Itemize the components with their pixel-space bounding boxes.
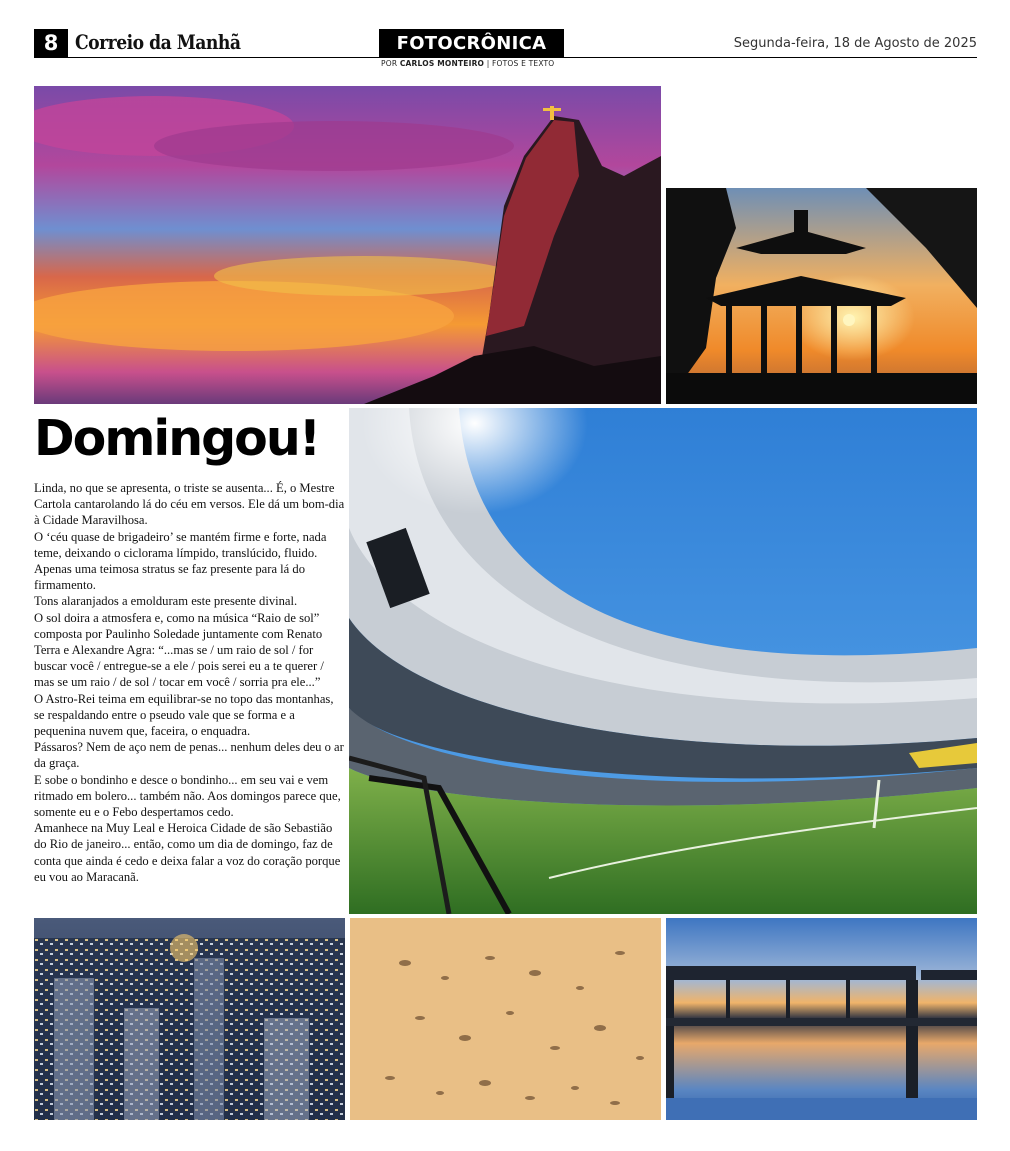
article-paragraph: O sol doira a atmosfera e, como na música “Raio de sol” composta por Paulinho Soledade juntamente com Renato Terra e Alexandre Agra: “...mas se / um raio de sol / for buscar você / entregue-se a ele / pois serei eu a te querer / mas se um raio / de sol / tocar em você / sorria pra ele...” (34, 610, 324, 690)
byline-author: CARLOS MONTEIRO (399, 59, 485, 68)
article-paragraph: Tons alaranjados a emolduram este presente divinal. (34, 594, 298, 609)
bay-boats-aerial-photo (350, 918, 661, 1120)
newspaper-name: Correio da Manhã (75, 30, 241, 54)
headline: Domingou! (34, 410, 320, 467)
article-paragraph: E sobe o bondinho e desce o bondinho... em seu vai e vem ritmado em bolero... também não. Aos domingos parece que, somente eu e o Febo despertamos cedo. (34, 772, 341, 820)
gazebo-sunset-photo (666, 188, 977, 404)
christ-redeemer-sunrise-photo (34, 86, 661, 404)
article-paragraph: Amanhece na Muy Leal e Heroica Cidade de são Sebastião do Rio de janeiro... então, como um dia de domingo, faz de conta que ainda é cedo e deixa falar a voz do coração porque eu vou ao Maracanã. (34, 821, 341, 884)
header-rule (34, 57, 977, 58)
article-paragraph: Pássaros? Nem de aço nem de penas... nenhum deles deu o ar da graça. (34, 740, 344, 771)
page-number: 8 (34, 29, 68, 57)
byline-suffix: | FOTOS E TEXTO (486, 59, 555, 68)
issue-date: Segunda-feira, 18 de Agosto de 2025 (733, 36, 977, 51)
city-night-lights-photo (34, 918, 345, 1120)
byline (381, 59, 554, 68)
maracana-stadium-photo (349, 408, 977, 914)
article-paragraph: O ‘céu quase de brigadeiro’ se mantém firme e forte, nada teme, deixando o ciclorama límpido, translúcido, fluido. Apenas uma teimosa stratus se faz presente para lá do firmamento. (34, 529, 327, 593)
article-body (34, 480, 345, 885)
byline-prefix: POR (381, 59, 398, 68)
pool-reflection-dawn-photo (666, 918, 977, 1120)
section-title: FOTOCRÔNICA (379, 29, 564, 57)
article-paragraph: Linda, no que se apresenta, o triste se ausenta... É, o Mestre Cartola cantarolando lá do céu em versos. Ele dá um bom-dia à Cidade Maravilhosa. (34, 481, 345, 528)
article-paragraph: O Astro-Rei teima em equilibrar-se no topo das montanhas, se respaldando entre o pseudo vale que se forma e a pequenina nuvem que, faceira, o enquadra. (34, 691, 334, 739)
